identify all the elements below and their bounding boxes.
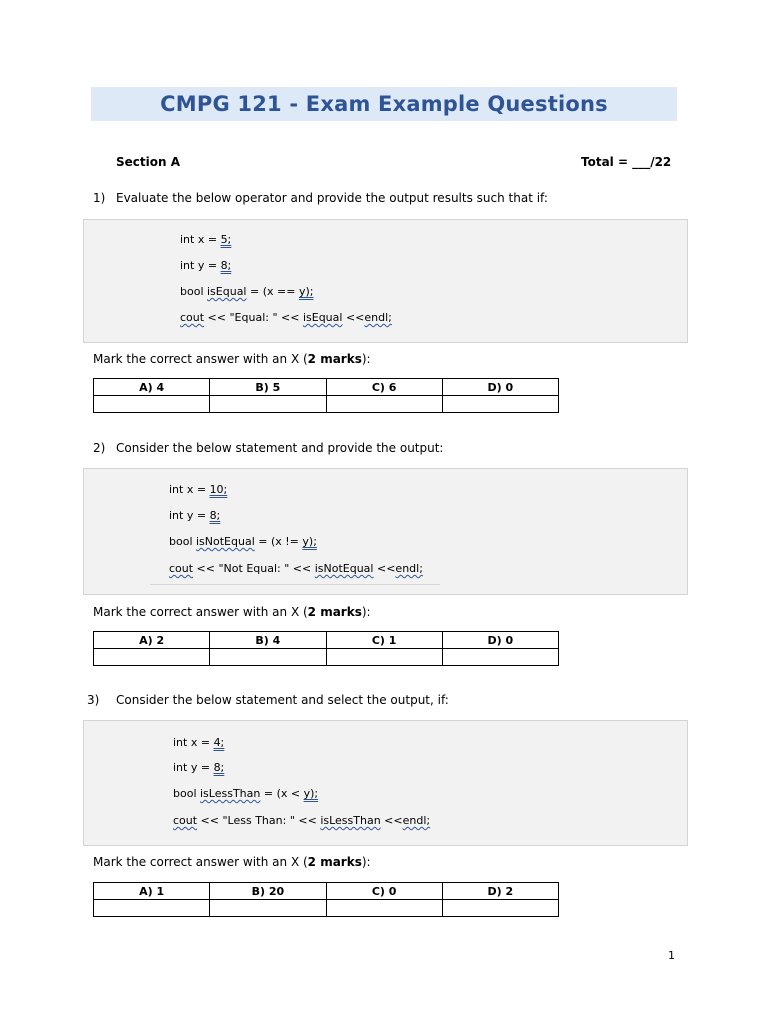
option-d: D) 2 (442, 883, 558, 900)
option-a: A) 1 (94, 883, 210, 900)
option-b: B) 5 (210, 379, 326, 396)
answer-cell-c[interactable] (326, 900, 442, 917)
question-number: 1) (93, 191, 106, 205)
option-c: C) 6 (326, 379, 442, 396)
code-line: int x = 10; (169, 483, 228, 496)
question-1 (93, 191, 548, 205)
question-number: 3) (87, 693, 100, 707)
option-b: B) 20 (210, 883, 326, 900)
code-line: int x = 4; (173, 736, 225, 749)
code-line: cout << "Equal: " << isEqual <<endl; (180, 311, 392, 324)
answer-cell-d[interactable] (442, 649, 558, 666)
question-prompt: Evaluate the below operator and provide the output results such that if: (116, 191, 548, 205)
answer-cell-a[interactable] (94, 900, 210, 917)
answer-table (93, 882, 559, 917)
option-c: C) 0 (326, 883, 442, 900)
code-line: int y = 8; (169, 509, 221, 522)
answer-cell-b[interactable] (210, 396, 326, 413)
option-d: D) 0 (442, 632, 558, 649)
question-prompt: Consider the below statement and select the output, if: (116, 693, 449, 707)
page-number: 1 (668, 949, 675, 962)
total-marks: Total = ___/22 (581, 155, 672, 169)
answer-cell-a[interactable] (94, 396, 210, 413)
code-line: int y = 8; (180, 259, 232, 272)
code-line: int y = 8; (173, 761, 225, 774)
code-line: cout << "Not Equal: " << isNotEqual <<endl; (169, 562, 423, 575)
code-line: bool isNotEqual = (x != y); (169, 535, 317, 548)
answer-cell-b[interactable] (210, 900, 326, 917)
code-block (83, 219, 688, 343)
code-line: cout << "Less Than: " << isLessThan <<endl; (173, 814, 431, 827)
code-divider (150, 584, 440, 585)
option-a: A) 4 (94, 379, 210, 396)
option-b: B) 4 (210, 632, 326, 649)
section-heading: Section A (116, 155, 180, 169)
mark-instruction: Mark the correct answer with an X (2 marks): (93, 605, 371, 619)
page-title: CMPG 121 - Exam Example Questions (160, 92, 608, 116)
question-3 (87, 693, 449, 707)
option-c: C) 1 (326, 632, 442, 649)
code-line: bool isEqual = (x == y); (180, 285, 314, 298)
option-a: A) 2 (94, 632, 210, 649)
answer-cell-d[interactable] (442, 396, 558, 413)
answer-cell-c[interactable] (326, 396, 442, 413)
question-prompt: Consider the below statement and provide the output: (116, 441, 444, 455)
code-line: int x = 5; (180, 233, 232, 246)
answer-cell-c[interactable] (326, 649, 442, 666)
mark-instruction: Mark the correct answer with an X (2 marks): (93, 855, 371, 869)
code-line: bool isLessThan = (x < y); (173, 787, 319, 800)
answer-table (93, 631, 559, 666)
mark-instruction: Mark the correct answer with an X (2 marks): (93, 352, 371, 366)
answer-cell-a[interactable] (94, 649, 210, 666)
answer-cell-b[interactable] (210, 649, 326, 666)
question-2 (93, 441, 443, 455)
option-d: D) 0 (442, 379, 558, 396)
question-number: 2) (93, 441, 106, 455)
answer-cell-d[interactable] (442, 900, 558, 917)
answer-table (93, 378, 559, 413)
title-banner (91, 87, 677, 121)
